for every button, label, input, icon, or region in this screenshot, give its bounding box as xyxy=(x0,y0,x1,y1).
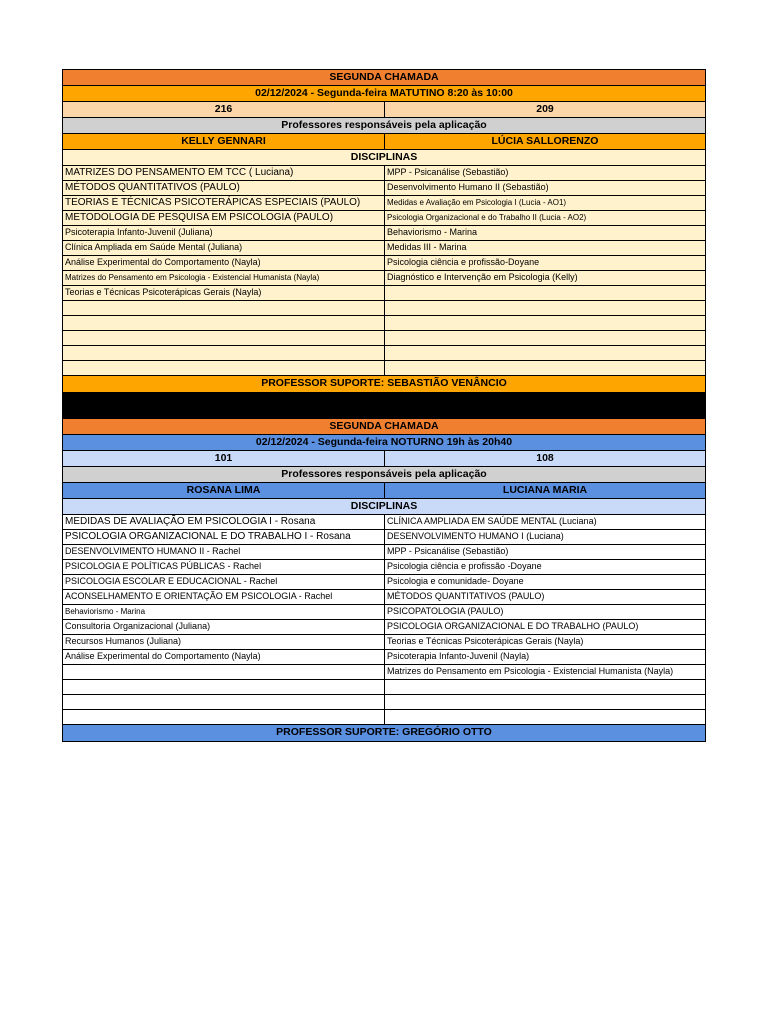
table-row xyxy=(62,211,706,226)
noturno-left-discipline: ACONSELHAMENTO E ORIENTAÇÃO EM PSICOLOGIA - Rachel xyxy=(65,591,333,601)
table-row xyxy=(62,605,706,620)
noturno-right-discipline: PSICOPATOLOGIA (PAULO) xyxy=(384,605,705,619)
table-row xyxy=(62,181,706,196)
noturno-title-row xyxy=(62,418,706,435)
matutino-left-discipline xyxy=(63,301,384,315)
noturno-right-discipline: Teorias e Técnicas Psicoterápicas Gerais (Nayla) xyxy=(384,635,705,649)
noturno-left-discipline xyxy=(63,665,384,679)
noturno-right-discipline: CLÍNICA AMPLIADA EM SAÚDE MENTAL (Luciana) xyxy=(384,515,705,529)
matutino-title-row xyxy=(62,69,706,86)
noturno-right-discipline: Psicologia e comunidade- Doyane xyxy=(384,575,705,589)
noturno-room-left: 101 xyxy=(214,452,233,464)
matutino-right-discipline xyxy=(384,316,705,330)
table-row xyxy=(62,241,706,256)
table-row xyxy=(62,530,706,545)
noturno-left-discipline: PSICOLOGIA ORGANIZACIONAL E DO TRABALHO I - Rosana xyxy=(65,531,351,542)
matutino-professors-row xyxy=(62,134,706,150)
matutino-disciplinas-header-row xyxy=(62,150,706,166)
matutino-right-discipline: Desenvolvimento Humano II (Sebastião) xyxy=(384,181,705,195)
matutino-right-discipline xyxy=(384,346,705,360)
noturno-title: SEGUNDA CHAMADA xyxy=(329,420,439,432)
matutino-professor-left: KELLY GENNARI xyxy=(181,135,266,147)
matutino-right-discipline: Psicologia ciência e profissão-Doyane xyxy=(384,256,705,270)
noturno-resp-row xyxy=(62,467,706,483)
noturno-support-professor: PROFESSOR SUPORTE: GREGÓRIO OTTO xyxy=(276,726,492,738)
matutino-left-discipline: Clínica Ampliada em Saúde Mental (Juliana) xyxy=(65,242,243,252)
table-row xyxy=(62,710,706,725)
noturno-section xyxy=(62,418,706,742)
noturno-left-discipline: PSICOLOGIA E POLÍTICAS PÚBLICAS - Rachel xyxy=(65,561,262,571)
noturno-right-discipline: MPP - Psicanálise (Sebastião) xyxy=(384,545,705,559)
table-row xyxy=(62,271,706,286)
matutino-disciplinas-label: DISCIPLINAS xyxy=(350,151,418,163)
matutino-right-discipline xyxy=(384,331,705,345)
table-row xyxy=(62,560,706,575)
matutino-left-discipline: TEORIAS E TÉCNICAS PSICOTERÁPICAS ESPECIAIS (PAULO) xyxy=(65,197,361,208)
noturno-left-discipline: Consultoria Organizacional (Juliana) xyxy=(65,621,211,631)
noturno-rooms-row xyxy=(62,451,706,467)
noturno-right-discipline xyxy=(384,710,705,724)
matutino-right-discipline: Behaviorismo - Marina xyxy=(384,226,705,240)
matutino-resp-label: Professores responsáveis pela aplicação xyxy=(281,119,487,131)
noturno-right-discipline: Psicoterapia Infanto-Juvenil (Nayla) xyxy=(384,650,705,664)
table-row xyxy=(62,331,706,346)
matutino-left-discipline: MÉTODOS QUANTITATIVOS (PAULO) xyxy=(65,182,240,193)
noturno-left-discipline: DESENVOLVIMENTO HUMANO II - Rachel xyxy=(65,546,241,556)
noturno-left-discipline xyxy=(63,695,384,709)
noturno-right-discipline: MÉTODOS QUANTITATIVOS (PAULO) xyxy=(384,590,705,604)
noturno-left-discipline: PSICOLOGIA ESCOLAR E EDUCACIONAL - Rachel xyxy=(65,576,278,586)
table-row xyxy=(62,590,706,605)
table-row xyxy=(62,515,706,530)
table-row xyxy=(62,226,706,241)
matutino-left-discipline xyxy=(63,346,384,360)
matutino-date-line: 02/12/2024 - Segunda-feira MATUTINO 8:20 às 10:00 xyxy=(255,87,513,99)
matutino-right-discipline: Medidas e Avaliação em Psicologia I (Lucia - AO1) xyxy=(384,196,705,210)
noturno-right-discipline xyxy=(384,680,705,694)
matutino-right-discipline xyxy=(384,361,705,375)
table-row xyxy=(62,695,706,710)
table-row xyxy=(62,196,706,211)
noturno-left-discipline xyxy=(63,680,384,694)
matutino-section xyxy=(62,69,706,393)
noturno-left-discipline: MEDIDAS DE AVALIAÇÃO EM PSICOLOGIA I - Rosana xyxy=(65,516,316,527)
matutino-left-discipline: MATRIZES DO PENSAMENTO EM TCC ( Luciana) xyxy=(65,167,294,178)
table-row xyxy=(62,665,706,680)
table-row xyxy=(62,346,706,361)
matutino-professor-right: LÚCIA SALLORENZO xyxy=(384,134,705,149)
table-row xyxy=(62,316,706,331)
noturno-right-discipline: Psicologia ciência e profissão -Doyane xyxy=(384,560,705,574)
table-row xyxy=(62,301,706,316)
table-row xyxy=(62,166,706,181)
matutino-left-discipline: Análise Experimental do Comportamento (Nayla) xyxy=(65,257,261,267)
matutino-rooms-row xyxy=(62,102,706,118)
matutino-right-discipline: MPP - Psicanálise (Sebastião) xyxy=(384,166,705,180)
noturno-resp-label: Professores responsáveis pela aplicação xyxy=(281,468,487,480)
table-row xyxy=(62,650,706,665)
noturno-right-discipline: Matrizes do Pensamento em Psicologia - Existencial Humanista (Nayla) xyxy=(384,665,705,679)
table-row xyxy=(62,680,706,695)
noturno-date-row xyxy=(62,435,706,451)
table-row xyxy=(62,635,706,650)
matutino-date-row xyxy=(62,86,706,102)
matutino-left-discipline: METODOLOGIA DE PESQUISA EM PSICOLOGIA (PAULO) xyxy=(65,212,334,223)
table-row xyxy=(62,286,706,301)
table-row xyxy=(62,361,706,376)
noturno-disciplinas-header-row xyxy=(62,499,706,515)
table-row xyxy=(62,545,706,560)
matutino-left-discipline: Matrizes do Pensamento em Psicologia - Existencial Humanista (Nayla) xyxy=(65,273,320,282)
section-divider xyxy=(62,393,706,418)
matutino-support-row xyxy=(62,376,706,393)
matutino-right-discipline xyxy=(384,286,705,300)
matutino-left-discipline: Psicoterapia Infanto-Juvenil (Juliana) xyxy=(65,227,213,237)
matutino-right-discipline xyxy=(384,301,705,315)
noturno-right-discipline: DESENVOLVIMENTO HUMANO I (Luciana) xyxy=(384,530,705,544)
noturno-left-discipline xyxy=(63,710,384,724)
exam-schedule-sheet xyxy=(62,69,706,742)
matutino-left-discipline xyxy=(63,331,384,345)
noturno-professor-left: ROSANA LIMA xyxy=(186,484,261,496)
noturno-left-discipline: Análise Experimental do Comportamento (Nayla) xyxy=(65,651,261,661)
matutino-support-professor: PROFESSOR SUPORTE: SEBASTIÃO VENÂNCIO xyxy=(261,377,507,389)
matutino-title: SEGUNDA CHAMADA xyxy=(329,71,439,83)
matutino-left-discipline: Teorias e Técnicas Psicoterápicas Gerais (Nayla) xyxy=(65,287,262,297)
noturno-room-right: 108 xyxy=(384,451,705,466)
noturno-professors-row xyxy=(62,483,706,499)
noturno-disciplinas-label: DISCIPLINAS xyxy=(350,500,418,512)
noturno-left-discipline: Behaviorismo - Marina xyxy=(65,607,146,616)
noturno-support-row xyxy=(62,725,706,742)
matutino-room-right: 209 xyxy=(384,102,705,117)
matutino-right-discipline: Diagnóstico e Intervenção em Psicologia (Kelly) xyxy=(384,271,705,285)
table-row xyxy=(62,256,706,271)
matutino-room-left: 216 xyxy=(214,103,233,115)
table-row xyxy=(62,575,706,590)
matutino-right-discipline: Psicologia Organizacional e do Trabalho II (Lucia - AO2) xyxy=(384,211,705,225)
noturno-left-discipline: Recursos Humanos (Juliana) xyxy=(65,636,182,646)
table-row xyxy=(62,620,706,635)
noturno-right-discipline xyxy=(384,695,705,709)
noturno-date-line: 02/12/2024 - Segunda-feira NOTURNO 19h às 20h40 xyxy=(255,436,513,448)
matutino-left-discipline xyxy=(63,361,384,375)
matutino-resp-row xyxy=(62,118,706,134)
noturno-professor-right: LUCIANA MARIA xyxy=(384,483,705,498)
matutino-right-discipline: Medidas III - Marina xyxy=(384,241,705,255)
matutino-left-discipline xyxy=(63,316,384,330)
noturno-right-discipline: PSICOLOGIA ORGANIZACIONAL E DO TRABALHO (PAULO) xyxy=(384,620,705,634)
